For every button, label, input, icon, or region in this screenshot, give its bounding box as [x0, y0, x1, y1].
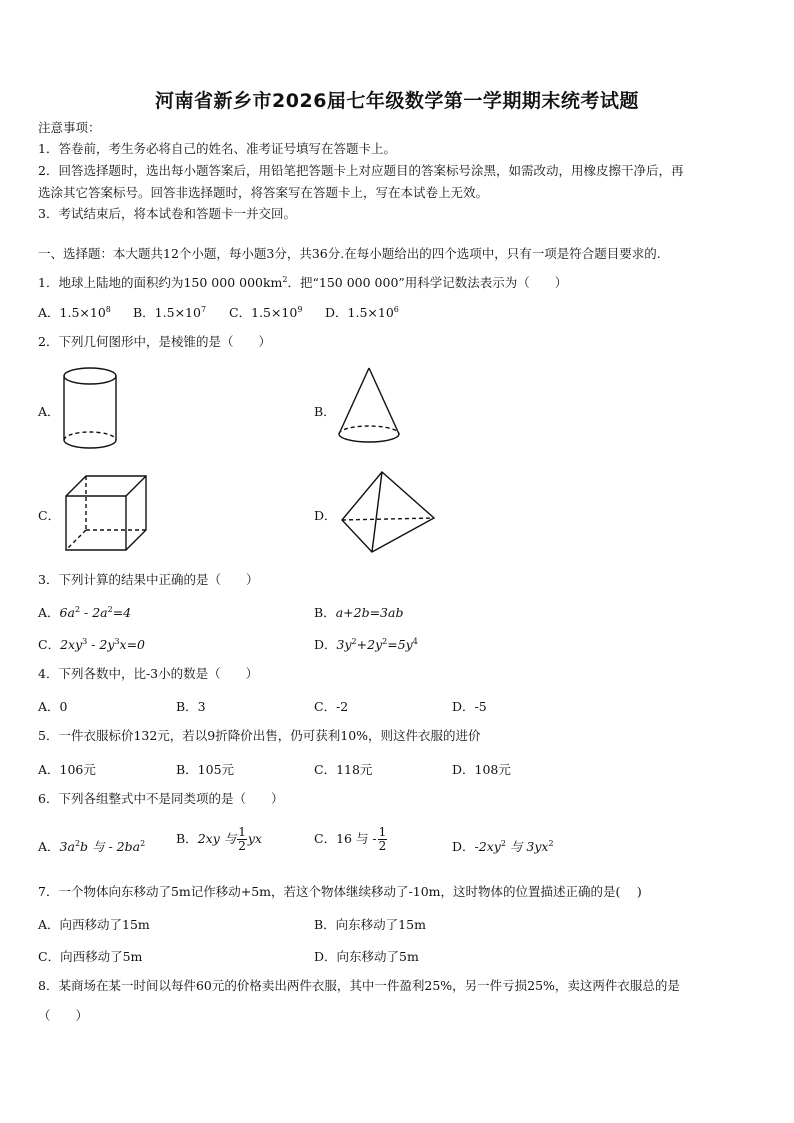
cylinder-icon	[60, 366, 120, 452]
q3-option-a[interactable]: A．$6a^2 - 2a^2=4$	[38, 605, 132, 620]
page-title: 河南省新乡市2026届七年级数学第一学期期末统考试题	[155, 90, 639, 112]
q1-option-d[interactable]: D．$1.5\times 10^6$	[325, 305, 399, 320]
q7-option-b[interactable]: B．向东移动了15m	[314, 917, 426, 932]
q1-option-b[interactable]: B．$1.5\times 10^7$	[133, 305, 207, 320]
fraction-one-half: $\frac{1}{2}$	[378, 825, 387, 853]
question-6-stem: 6．下列各组整式中不是同类项的是（ ）	[38, 791, 284, 806]
question-1-stem: 1．地球上陆地的面积约为150 000 $000km^2$．把“150 000 000”用科学记数法表示为（ ）	[38, 275, 568, 290]
q2-option-d-label[interactable]: D．	[314, 508, 337, 523]
q4-option-a[interactable]: A．0	[38, 699, 68, 714]
q5-option-d[interactable]: D．108元	[452, 762, 511, 777]
q3-option-d[interactable]: D．$3y^2+2y^2=5y^4$	[314, 637, 418, 652]
q2-option-b-label[interactable]: B．	[314, 404, 336, 419]
cone-icon	[336, 366, 402, 446]
q5-option-c[interactable]: C．118元	[314, 762, 373, 777]
notice-item-1: 1．答卷前，考生务必将自己的姓名、准考证号填写在答题卡上。	[38, 141, 396, 156]
q7-option-d[interactable]: D．向东移动了5m	[314, 949, 419, 964]
notice-item-2-cont: 选涂其它答案标号。回答非选择题时，将答案写在答题卡上，写在本试卷上无效。	[38, 185, 489, 200]
section-heading: 一、选择题：本大题共12个小题，每小题3分，共36分.在每小题给出的四个选项中，只有一项是符合题目要求的.	[38, 246, 661, 261]
pyramid-icon	[338, 470, 438, 556]
q6-option-d[interactable]: D．$-2xy^2$ 与 $3yx^2$	[452, 839, 554, 854]
q2-option-c-label[interactable]: C．	[38, 508, 61, 523]
q5-option-a[interactable]: A．106元	[38, 762, 96, 777]
q7-option-a[interactable]: A．向西移动了15m	[38, 917, 150, 932]
q4-option-c[interactable]: C．-2	[314, 699, 349, 714]
cube-icon	[62, 474, 152, 554]
fraction-one-half: $\frac{1}{2}$	[238, 825, 246, 853]
q6-option-a[interactable]: A．$3a^2b$ 与 - $2ba^2$	[38, 839, 146, 854]
q3-option-b[interactable]: B．a+2b=3ab	[314, 605, 404, 620]
notice-item-2: 2．回答选择题时，选出每小题答案后，用铅笔把答题卡上对应题目的答案标号涂黑，如需改动，用橡皮擦干净后，再	[38, 163, 684, 178]
q6-option-c[interactable]: C．16 与 - $\frac{1}{2}$	[314, 825, 387, 853]
notice-item-3: 3．考试结束后，将本试卷和答题卡一并交回。	[38, 206, 296, 221]
question-8-stem-cont: （ ）	[38, 1008, 89, 1023]
question-2-stem: 2．下列几何图形中，是棱锥的是（ ）	[38, 334, 271, 349]
question-7-stem: 7．一个物体向东移动了5m记作移动+5m，若这个物体继续移动了-10m，这时物体的位置描述正确的是( )	[38, 884, 642, 899]
q2-option-a-label[interactable]: A．	[38, 404, 60, 419]
q4-option-b[interactable]: B．3	[176, 699, 206, 714]
q7-option-c[interactable]: C．向西移动了5m	[38, 949, 143, 964]
q6-option-b[interactable]: B．2xy 与 $\frac{1}{2}$ yx	[176, 825, 262, 853]
q3-option-c[interactable]: C．$2xy^3 - 2y^3x=0$	[38, 637, 146, 652]
question-5-stem: 5．一件衣服标价132元，若以9折降价出售，仍可获利10%，则这件衣服的进价	[38, 728, 481, 743]
q4-option-d[interactable]: D．-5	[452, 699, 487, 714]
question-4-stem: 4．下列各数中，比-3小的数是（ ）	[38, 666, 259, 681]
notice-heading: 注意事项：	[38, 120, 101, 135]
question-8-stem: 8．某商场在某一时间以每件60元的价格卖出两件衣服，其中一件盈利25%，另一件亏损25%，卖这两件衣服总的是	[38, 978, 680, 993]
q5-option-b[interactable]: B．105元	[176, 762, 235, 777]
question-3-stem: 3．下列计算的结果中正确的是（ ）	[38, 572, 259, 587]
q1-option-a[interactable]: A．$1.5\times 10^8$	[38, 305, 111, 320]
q1-option-c[interactable]: C．$1.5\times 10^9$	[229, 305, 303, 320]
